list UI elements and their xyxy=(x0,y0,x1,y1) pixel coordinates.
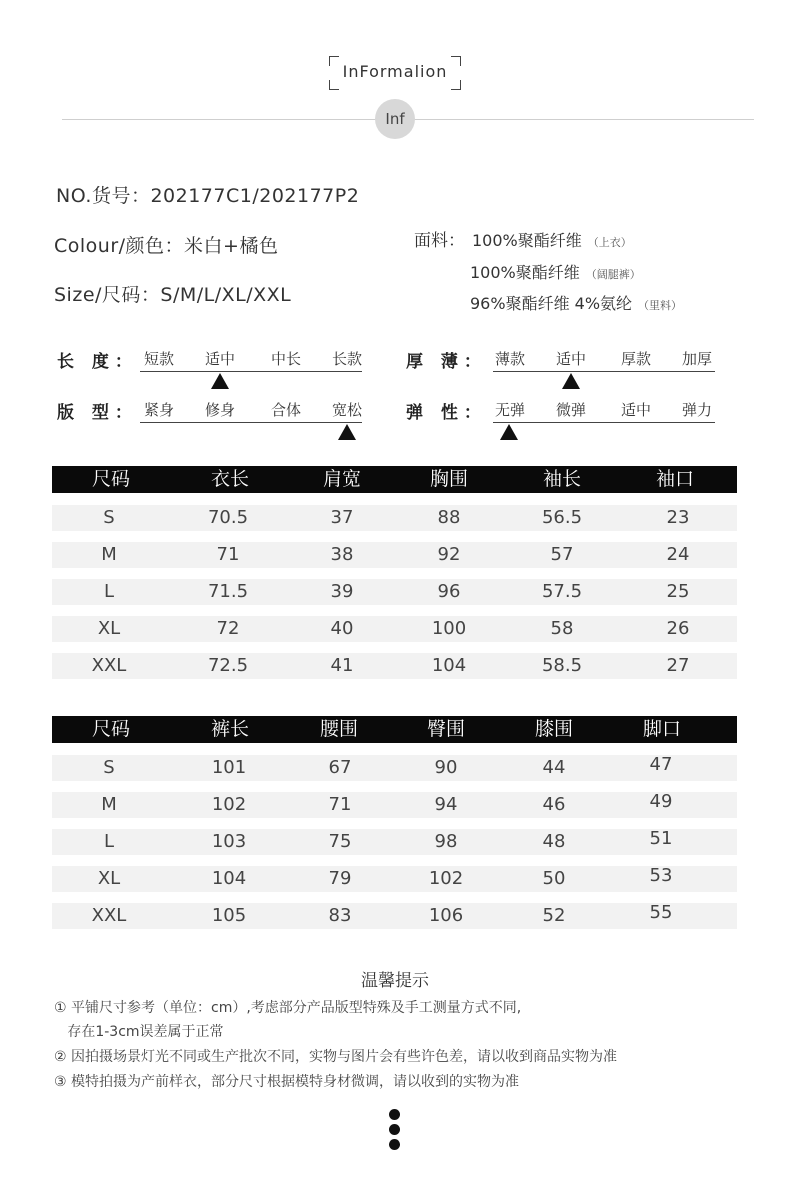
fabric-line-3-text: 96%聚酯纤维 4%氨纶 xyxy=(470,294,633,313)
table-cell: 72.5 xyxy=(207,655,249,676)
table-cell: 53 xyxy=(649,865,673,886)
table-row xyxy=(52,829,737,855)
thickness-label: 厚 薄： xyxy=(406,352,487,372)
table-row xyxy=(52,616,737,642)
table-cell: S xyxy=(103,507,115,528)
length-label: 长 度： xyxy=(57,352,138,372)
table-cell: 100 xyxy=(431,618,467,639)
thickness-scale xyxy=(493,348,715,372)
fabric-line-1-text: 100%聚酯纤维 xyxy=(472,231,582,250)
elasticity-label: 弹 性： xyxy=(406,403,487,423)
table-cell: 105 xyxy=(211,905,247,926)
header-badge: Inf xyxy=(375,99,415,139)
header-cell: 臀围 xyxy=(426,718,466,740)
table-row xyxy=(52,755,737,781)
table-cell: 71 xyxy=(328,794,352,815)
table-cell: 102 xyxy=(428,868,464,889)
tip-line: 存在1-3cm误差属于正常 xyxy=(54,1024,224,1040)
tips-title: 温馨提示 xyxy=(361,971,429,991)
table-cell: 106 xyxy=(428,905,464,926)
thickness-option: 加厚 xyxy=(681,350,713,368)
fabric-line-3-note: （里料） xyxy=(638,299,683,312)
product-colour: Colour/颜色：米白+橘色 xyxy=(54,235,279,257)
table-cell: 90 xyxy=(434,757,458,778)
fabric-line-3 xyxy=(470,291,682,314)
fabric-line-2-note: （阔腿裤） xyxy=(585,268,641,281)
table-cell: 58 xyxy=(550,618,574,639)
header-cell: 尺码 xyxy=(91,718,131,740)
table-cell: 50 xyxy=(542,868,566,889)
table-cell: 49 xyxy=(649,791,673,812)
table-cell: XXL xyxy=(91,905,127,926)
header-frame xyxy=(329,56,461,90)
table-cell: 101 xyxy=(211,757,247,778)
table-header xyxy=(52,466,737,493)
table-cell: 52 xyxy=(542,905,566,926)
table-cell: 27 xyxy=(666,655,690,676)
header-cell: 膝围 xyxy=(534,718,574,740)
tip-line: ③ 模特拍摄为产前样衣，部分尺寸根据模特身材微调，请以收到的实物为准 xyxy=(54,1074,519,1090)
table-cell: 57 xyxy=(550,544,574,565)
table-cell: 75 xyxy=(328,831,352,852)
header-cell: 尺码 xyxy=(91,468,131,490)
table-row xyxy=(52,579,737,605)
table-cell: 79 xyxy=(328,868,352,889)
table-row xyxy=(52,653,737,679)
table-cell: 39 xyxy=(330,581,354,602)
table-cell: 37 xyxy=(330,507,354,528)
elasticity-option: 微弹 xyxy=(555,401,587,419)
table-cell: 72 xyxy=(216,618,240,639)
table-cell: 92 xyxy=(437,544,461,565)
header-cell: 胸围 xyxy=(429,468,469,490)
elasticity-option: 无弹 xyxy=(494,401,526,419)
length-option: 短款 xyxy=(143,350,175,368)
product-size: Size/尺码：S/M/L/XL/XXL xyxy=(54,284,292,306)
table-cell: 58.5 xyxy=(541,655,583,676)
elasticity-option: 适中 xyxy=(620,401,652,419)
length-option: 中长 xyxy=(270,350,302,368)
pants-size-table xyxy=(52,716,737,930)
top-size-table xyxy=(52,466,737,680)
thickness-scale-line xyxy=(493,371,715,372)
table-cell: 94 xyxy=(434,794,458,815)
table-cell: 41 xyxy=(330,655,354,676)
dot-decoration xyxy=(389,1109,400,1120)
table-cell: 83 xyxy=(328,905,352,926)
fit-scale xyxy=(140,399,362,423)
fit-indicator xyxy=(338,424,356,440)
elasticity-scale xyxy=(493,399,715,423)
header-cell: 袖口 xyxy=(655,468,695,490)
fabric-line-2 xyxy=(470,260,641,283)
fit-option: 修身 xyxy=(204,401,236,419)
length-scale xyxy=(140,348,362,372)
table-cell: M xyxy=(101,544,117,565)
header-cell: 脚口 xyxy=(642,718,682,740)
table-cell: 51 xyxy=(649,828,673,849)
table-cell: 71.5 xyxy=(207,581,249,602)
fabric-line-1-note: （上衣） xyxy=(587,236,632,249)
table-cell: L xyxy=(103,831,115,852)
table-cell: 48 xyxy=(542,831,566,852)
table-cell: 98 xyxy=(434,831,458,852)
thickness-option: 适中 xyxy=(555,350,587,368)
elasticity-indicator xyxy=(500,424,518,440)
table-cell: 47 xyxy=(649,754,673,775)
table-cell: 71 xyxy=(216,544,240,565)
table-cell: 46 xyxy=(542,794,566,815)
header-cell: 裤长 xyxy=(210,718,250,740)
table-row xyxy=(52,542,737,568)
table-cell: XL xyxy=(97,618,121,639)
table-cell: 55 xyxy=(649,902,673,923)
table-cell: 40 xyxy=(330,618,354,639)
table-cell: 56.5 xyxy=(541,507,583,528)
table-cell: 38 xyxy=(330,544,354,565)
table-cell: 104 xyxy=(211,868,247,889)
thickness-indicator xyxy=(562,373,580,389)
length-option: 适中 xyxy=(204,350,236,368)
tip-line: ② 因拍摄场景灯光不同或生产批次不同，实物与图片会有些许色差，请以收到商品实物为准 xyxy=(54,1049,617,1065)
thickness-option: 厚款 xyxy=(620,350,652,368)
table-cell: 23 xyxy=(666,507,690,528)
header-cell: 腰围 xyxy=(319,718,359,740)
fit-scale-line xyxy=(140,422,362,423)
table-cell: 24 xyxy=(666,544,690,565)
table-cell: 88 xyxy=(437,507,461,528)
table-cell: M xyxy=(101,794,117,815)
header-cell: 肩宽 xyxy=(322,468,362,490)
length-option: 长款 xyxy=(331,350,363,368)
dot-decoration xyxy=(389,1124,400,1135)
fit-option: 宽松 xyxy=(331,401,363,419)
length-scale-line xyxy=(140,371,362,372)
fabric-line-1 xyxy=(472,228,632,251)
table-cell: 67 xyxy=(328,757,352,778)
table-cell: XL xyxy=(97,868,121,889)
table-cell: 104 xyxy=(431,655,467,676)
tip-line: ① 平铺尺寸参考（单位：cm）,考虑部分产品版型特殊及手工测量方式不同, xyxy=(54,1000,522,1016)
table-cell: 96 xyxy=(437,581,461,602)
table-cell: 26 xyxy=(666,618,690,639)
table-cell: 103 xyxy=(211,831,247,852)
elasticity-scale-line xyxy=(493,422,715,423)
table-row xyxy=(52,903,737,929)
header-cell: 袖长 xyxy=(542,468,582,490)
header-cell: 衣长 xyxy=(210,468,250,490)
product-number: NO.货号：202177C1/202177P2 xyxy=(56,185,360,207)
table-row xyxy=(52,866,737,892)
fabric-label: 面料： xyxy=(414,231,465,251)
table-cell: L xyxy=(103,581,115,602)
table-cell: S xyxy=(103,757,115,778)
dot-decoration xyxy=(389,1139,400,1150)
table-row xyxy=(52,505,737,531)
header-title: InFormalion xyxy=(342,62,448,81)
table-cell: 44 xyxy=(542,757,566,778)
fit-option: 合体 xyxy=(270,401,302,419)
table-cell: 25 xyxy=(666,581,690,602)
fit-option: 紧身 xyxy=(143,401,175,419)
length-indicator xyxy=(211,373,229,389)
table-cell: 57.5 xyxy=(541,581,583,602)
table-cell: 70.5 xyxy=(207,507,249,528)
table-row xyxy=(52,792,737,818)
thickness-option: 薄款 xyxy=(494,350,526,368)
table-header xyxy=(52,716,737,743)
table-cell: XXL xyxy=(91,655,127,676)
fit-label: 版 型： xyxy=(57,403,138,423)
fabric-line-2-text: 100%聚酯纤维 xyxy=(470,263,580,282)
table-cell: 102 xyxy=(211,794,247,815)
elasticity-option: 弹力 xyxy=(681,401,713,419)
